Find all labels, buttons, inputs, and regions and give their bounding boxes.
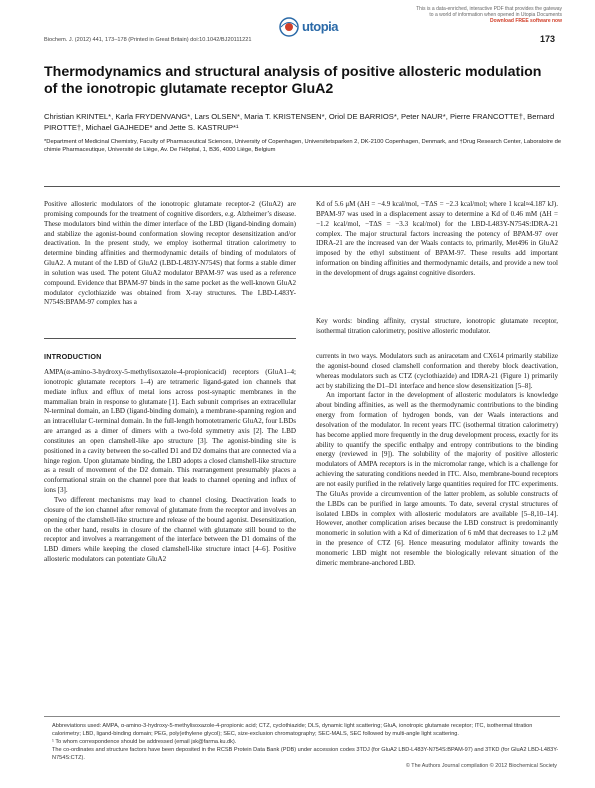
utopia-download-link[interactable]: Download FREE software now [490, 18, 562, 24]
footnote-deposition: The co-ordinates and structure factors have been deposited in the RCSB Protein Data Bank (PDB) under accession codes 3TDJ (for GluA2 LBD-L483Y-N754S:BPAM-97) and 3TKD (for GluA2 LBD-L483Y-N754S:CTZ). [52, 747, 559, 762]
intro-paragraph-3: currents in two ways. Modulators such as aniracetam and CX614 primarily stabilize the agonist-bound closed clamshell conformation and thereby block deactivation, whereas modulators such as CTZ (cyclothiazide) and IDRA-21 (Figure 1) primarily act by stabilizing the D1–D1 interface and hence slow desensitization [5–8]. [316, 352, 558, 390]
intro-left-column [44, 368, 296, 565]
utopia-logo-icon [278, 16, 300, 38]
utopia-banner-line1: This is a data-enriched, interactive PDF that provides the gateway to a world of information when opened in Utopia Documents [416, 6, 562, 18]
keywords [316, 317, 558, 337]
footnote-rule [44, 716, 560, 717]
intro-paragraph-4: An important factor in the development of allosteric modulators is knowledge about binding affinities, as well as the thermodynamic contributions to the binding energy from formation of hydrogen bonds, van der Waals interactions and desolvation of the modulator. In recent years ITC (isothermal titration calorimetry) has become applied more frequently in the drug development process, exactly for its ability to quantify the specific enthalpy and entropy contributions to the binding energy (reviewed in [9]). The solubility of the majority of positive allosteric modulators of AMPA receptors is in the micromolar range, which is a challenge for achieving the saturating conditions needed in ITC. Also, membrane-bound receptors are not easily purified in the relatively large quantities required for ITC experiments. The GluAs provide a circumvention of the latter problem, as soluble constructs of the LBDs can be purified in large amounts. To date, several crystal structures of isolated LBDs in complex with allosteric modulators are available [5–8,10–14]. However, another complication arises because the LBD construct is predominantly monomeric in solution with a Kd of dimerization of 6 mM that decreases to 1.2 μM in the presence of CTZ [6]. Hence measuring modulator affinity towards the monomeric LBD might not resemble the biologically relevant situation of the dimeric membrane-anchored LBD. [316, 391, 558, 567]
abstract-bottom-rule [44, 338, 296, 339]
copyright-notice: © The Authors Journal compilation © 2012 Biochemical Society [405, 763, 557, 769]
article-title: Thermodynamics and structural analysis of positive allosteric modulation of the ionotropic glutamate receptor GluA2 [44, 64, 542, 97]
author-list: Christian KRINTEL*, Karla FRYDENVANG*, Lars OLSEN*, Maria T. KRISTENSEN*, Oriol DE BARRIOS*, Peter NAUR*, Pierre FRANCOTTE†, Bernard PIROTTE†, Michael GAJHEDE* and Jette S. KASTRUP*¹ [44, 112, 555, 132]
introduction-heading: INTRODUCTION [44, 352, 102, 361]
utopia-banner[interactable] [258, 5, 562, 41]
abstract-text-part2: Kd of 5.6 μM (ΔH = −4.9 kcal/mol, −TΔS = −2.3 kcal/mol; where 1 kcal≈4.187 kJ). BPAM-97 was used in a displacement assay to determine a Kd of 0.46 mM (ΔH = −1.2 kcal/mol, −TΔS = −3.3 kcal/mol) for the LBD-L483Y-N754S:IDRA-21 complex. The major structural factors increasing the potency of BPAM-97 over IDRA-21 are the increased van der Waals contacts to, primarily, Met496 in GluA2 imposed by the ethyl substituent of BPAM-97. These results add important information on binding affinities and thermodynamic details, and provide a new tool in the development of drugs against cognitive disorders. [316, 200, 558, 277]
keywords-text: Key words: binding affinity, crystal structure, ionotropic glutamate receptor, isothermal titration calorimetry, positive allosteric modulator. [316, 317, 558, 335]
intro-paragraph-2: Two different mechanisms may lead to channel closing. Deactivation leads to closure of the ion channel after removal of glutamate from the receptor and involves an opening of the clamshell-like structure and release of the bound agonist. Desensitization, on the other hand, results in closure of the channel with glutamate still bound to the receptor and involves a rearrangement of the interface between the D1 domains of the LBD dimers while keeping the closed clamshell-like structure intact [4–6]. Positive allosteric modulators can potentiate GluA2 [44, 495, 296, 564]
footnote-correspondence: ¹ To whom correspondence should be addressed (email jsk@farma.ku.dk). [52, 739, 237, 746]
intro-right-column [316, 352, 558, 569]
page-number: 173 [539, 34, 555, 44]
utopia-logo-text: utopia [302, 19, 338, 34]
utopia-banner-text [412, 6, 562, 24]
intro-paragraph-1: AMPA(α-amino-3-hydroxy-5-methylisoxazole-4-propionicacid) receptors (GluA1–4; ionotropic glutamate receptors 1–4) are tetrameric ligand-gated ion channels that mediate influx and efflux of metal ions across post-synaptic membranes in the mammalian brain in response to glutamate [1]. Each subunit comprises an extracellular N-terminal domain, an LBD (ligand-binding domain), a membrane-spanning region and an intracellular C-terminal domain. In the full-length homotetrameric GluA2, four LBDs are arranged as a dimer of dimers with a two-fold symmetry axis [2]. The LBD constitutes an open clamshell-like apo structure [3]. The agonist-binding site is positioned in a cavity between the so-called D1 and D2 domains that are connected via a hinge region. Upon glutamate binding, the LBD adopts a closed clamshell-like structure as a result of movement of the D2 domain. This rearrangement presumably places a conformational strain on the channel pore that leads to channel opening and influx of ions [3]. [44, 368, 296, 495]
abstract-top-rule [44, 186, 560, 187]
abstract-right-column [316, 200, 558, 279]
footnote-abbreviations: Abbreviations used: AMPA, α-amino-3-hydroxy-5-methylisoxazole-4-propionic acid; CTZ, cyclothiazide; DLS, dynamic light scattering; GluA, ionotropic glutamate receptor; ITC, isothermal titration calorimetry; LBD, ligand-binding domain; PEG, poly(ethylene glycol); SEC, size-exclusion chromatography; SEC-MALS, SEC followed by multi-angle light scattering. [52, 723, 533, 738]
author-affiliations: *Department of Medicinal Chemistry, Faculty of Pharmaceutical Sciences, University of Copenhagen, Universitetsparken 2, DK-2100 Copenhagen, Denmark, and †Drug Research Center, Laboratoire de chimie Pharmaceutique, Université de Liège, Av. De l’Hôpital, 1, B36, 4000 Liège, Belgium [44, 139, 562, 154]
abstract-text-part1: Positive allosteric modulators of the ionotropic glutamate receptor-2 (GluA2) are promising compounds for the treatment of cognitive disorders, e.g. Alzheimer’s disease. These modulators bind within the dimer interface of the LBD (ligand-binding domain) and stabilize the agonist-bound conformation slowing receptor desensitization and/or deactivation. In the present study, we employ isothermal titration calorimetry to determine binding affinities and thermodynamic details of binding of modulators of GluA2. A mutant of the LBD of GluA2 (LBD-L483Y-N754S) that forms a stable dimer in solution was used. The potent GluA2 modulator BPAM-97 was used as a reference compound. Evidence that BPAM-97 binds in the same pocket as the well-known GluA2 modulator cyclothiazide was obtained from X-ray structures. The LBD-L483Y-N754S:BPAM-97 complex has a [44, 200, 296, 307]
journal-citation: Biochem. J. (2012) 441, 173–178 (Printed in Great Britain) doi:10.1042/BJ20111221 [44, 37, 252, 43]
footnotes [52, 722, 562, 762]
abstract-left-column [44, 200, 296, 308]
